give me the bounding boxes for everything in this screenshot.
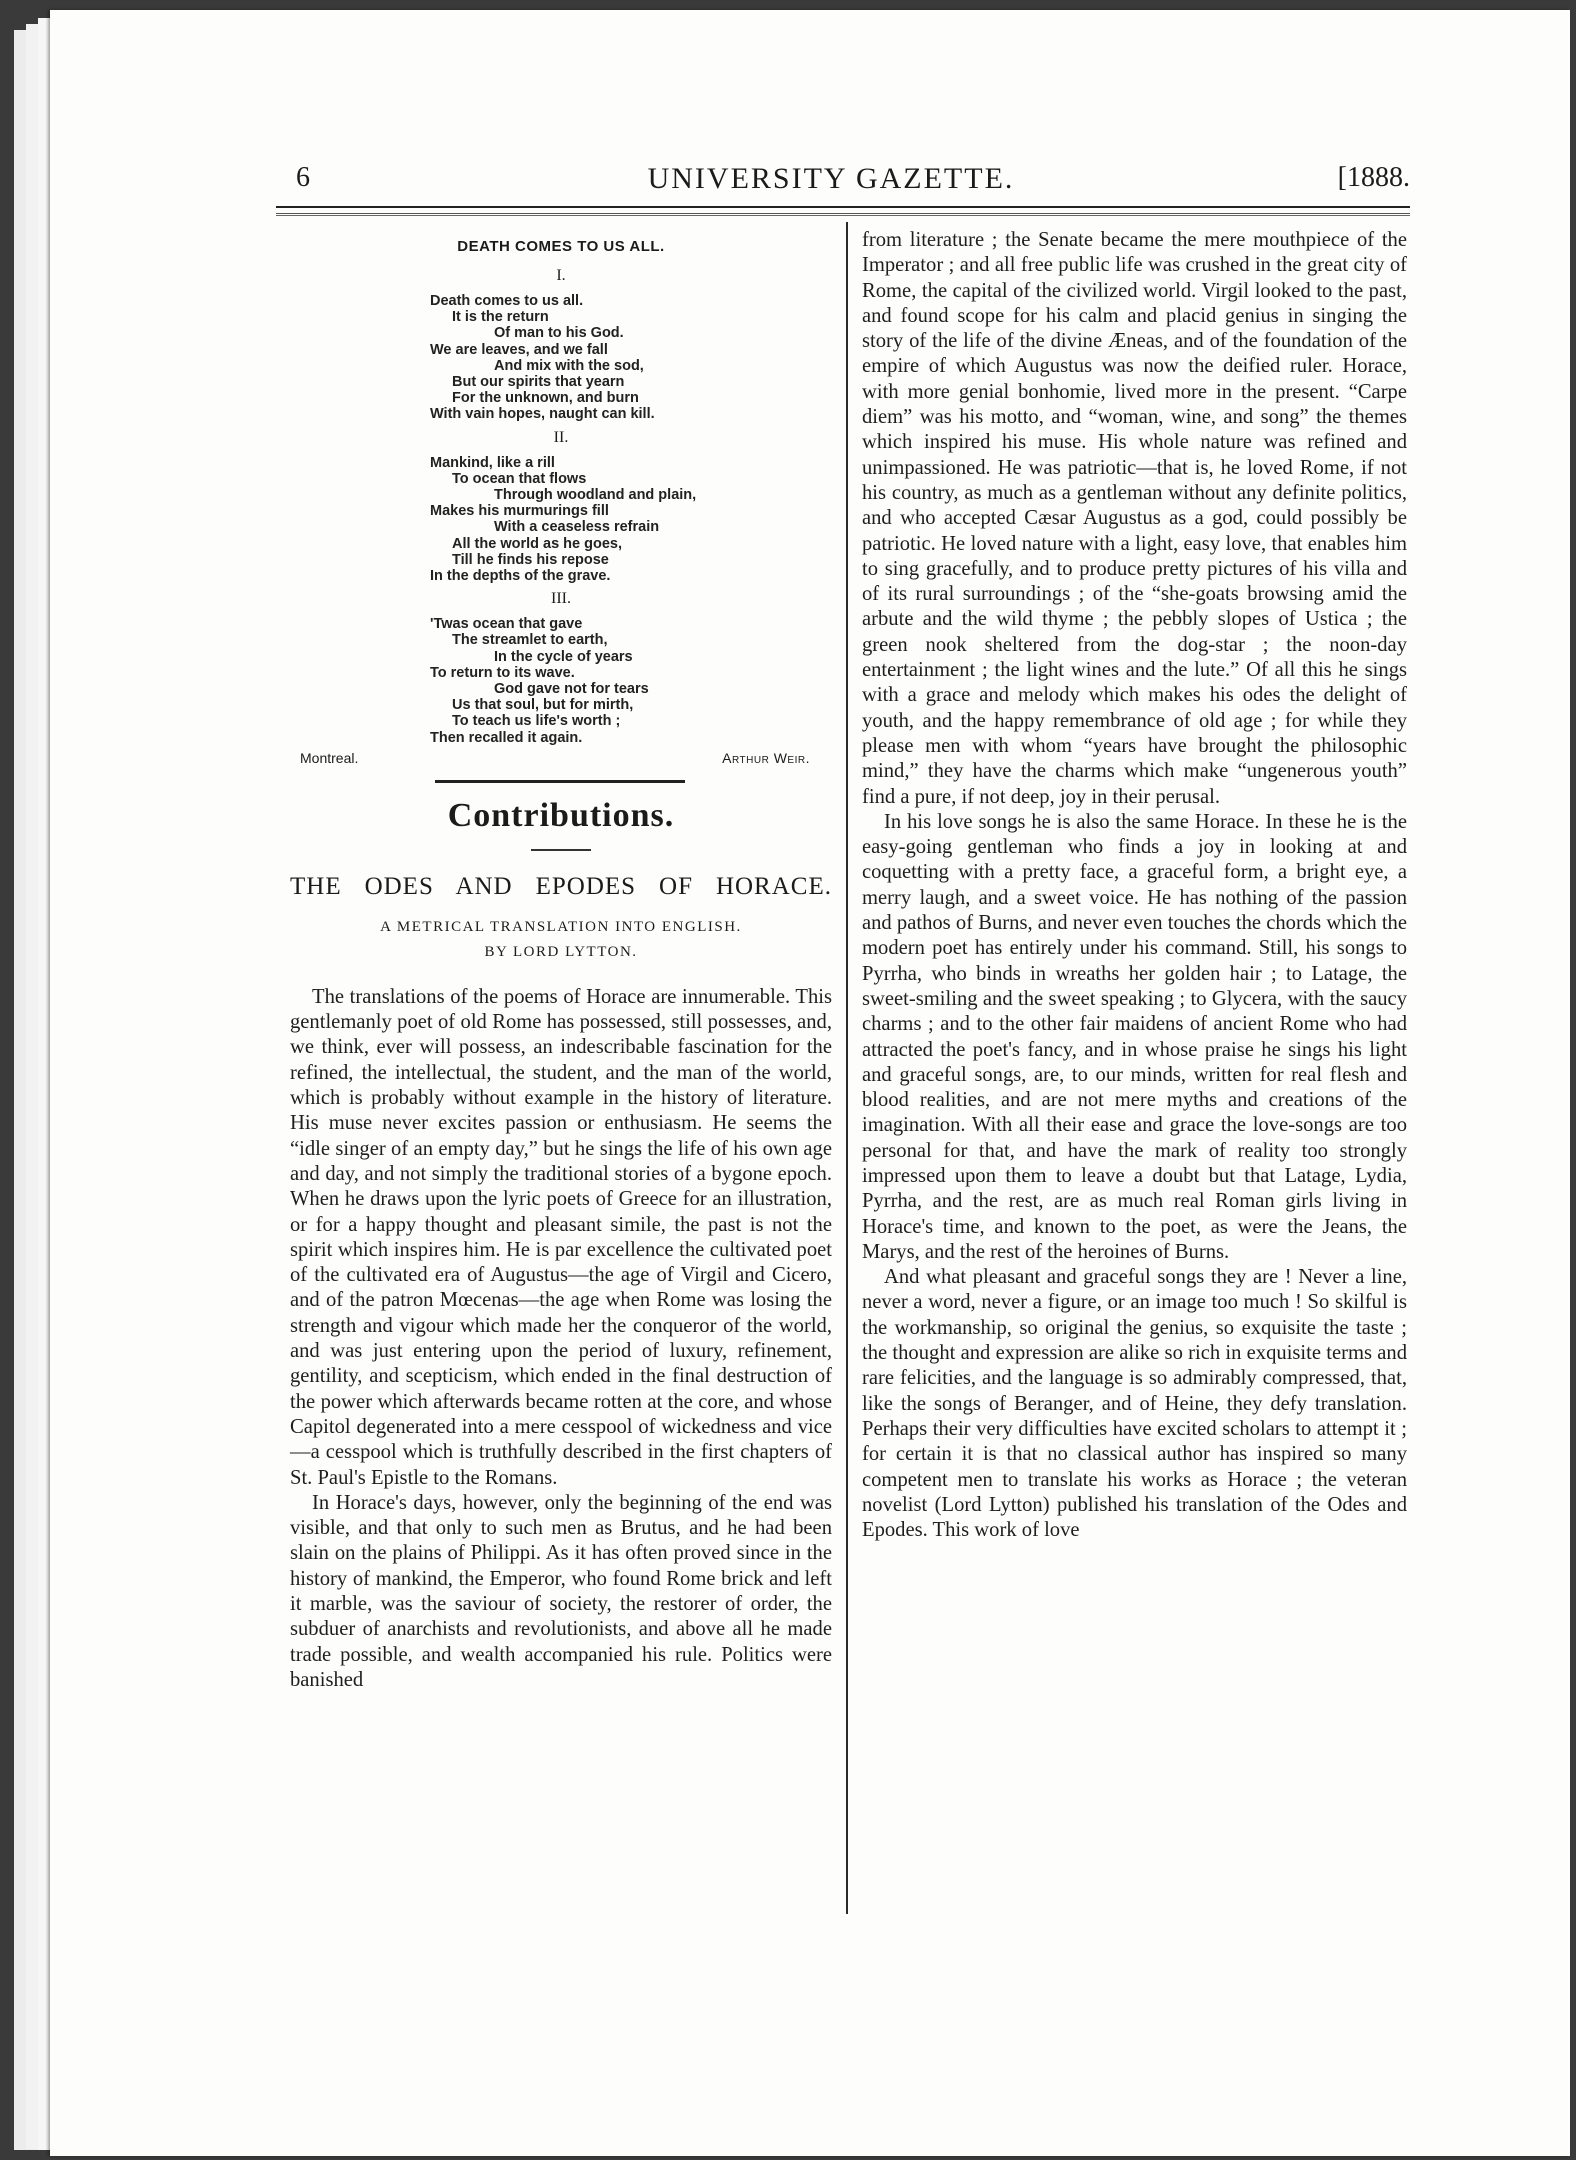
article-title: THE ODES AND EPODES OF HORACE. bbox=[290, 872, 832, 900]
poem-line: In the cycle of years bbox=[494, 648, 633, 665]
poem-line: All the world as he goes, bbox=[452, 535, 623, 552]
page-header bbox=[246, 158, 1416, 202]
poem-line: With a ceaseless refrain bbox=[494, 519, 660, 536]
poem-title: DEATH COMES TO US ALL. bbox=[457, 238, 665, 255]
stanza-numeral: I. bbox=[556, 267, 566, 284]
poem bbox=[290, 238, 832, 772]
poem-line: Us that soul, but for mirth, bbox=[452, 697, 634, 714]
poem-line: Makes his murmurings fill bbox=[430, 503, 609, 520]
poem-line: For the unknown, and burn bbox=[452, 390, 639, 407]
stanza-numeral: III. bbox=[551, 590, 571, 608]
article-body-right bbox=[862, 228, 1407, 1543]
poem-line: With vain hopes, naught can kill. bbox=[430, 406, 655, 423]
left-column bbox=[290, 228, 832, 1693]
poem-line: To teach us life's worth ; bbox=[452, 713, 621, 730]
paragraph: In Horace's days, however, only the beginning of the end was visible, and that only to such men as Brutus, and he had been slain on the plains of Philippi. As it has often proved since in the history of mankind, the Emperor, who found Rome brick and left it marble, was the saviour of society, the restorer of order, the subduer of anarchists and revolutionists, and above all he made trade possible, and wealth accompanied his rule. Politics were banished bbox=[290, 1491, 832, 1691]
poem-line: Mankind, like a rill bbox=[430, 454, 555, 471]
poem-line: To ocean that flows bbox=[452, 470, 587, 487]
article-byline: BY LORD LYTTON. bbox=[484, 943, 638, 960]
poem-place: Montreal. bbox=[300, 749, 359, 766]
poem-line: And mix with the sod, bbox=[494, 357, 644, 374]
article-subtitle: A METRICAL TRANSLATION INTO ENGLISH. bbox=[380, 918, 742, 935]
poem-line: Death comes to us all. bbox=[430, 293, 584, 309]
poem-line: Through woodland and plain, bbox=[494, 487, 697, 504]
poem-line: But our spirits that yearn bbox=[452, 374, 625, 391]
column-separator bbox=[846, 222, 848, 1914]
poem-line: God gave not for tears bbox=[494, 681, 649, 698]
paragraph: from literature ; the Senate became the mere mouthpiece of the Imperator ; and all free public life was crushed in the great city of Rome, the capital of the civilized world. Virgil looked to the past, and found scope for his calm and placid genius in singing the story of the life of the divine Æneas, and of the foundation of the empire of which Augustus was now the deified ruler. Horace, with more genial bonhomie, lived more in the present. “Carpe diem” was his motto, and “woman, wine, and song” the themes which inspired his muse. His whole nature was refined and unimpassioned. He was patriotic—that is, he loved Rome, if not his country, as much as a gentleman without any definite politics, and who accepted Cæsar Augustus as a god, could possibly be patriotic. He loved nature with a light, easy love, that enables him to sing gracefully, and to produce pretty pictures of his villa and of its rural surroundings ; of the “she-goats browsing amid the arbute and the wild thyme ; the pebbly slopes of Ustica ; the green nook sheltered from the dog-star ; the noon-day entertainment ; the light wines and the lute.” Of all this he sings with a grace and melody which makes his odes the delight of youth, and the happy remembrance of old age ; for while they please men with whom “years have brought the philosophic mind,” they have the charms which make “ungenerous youth” find a pure, if not deep, joy in their perusal. bbox=[862, 229, 1407, 808]
poem-line: Till he finds his repose bbox=[452, 551, 609, 568]
right-column bbox=[862, 228, 1407, 1543]
poem-line: To return to its wave. bbox=[430, 664, 575, 681]
poem-line: It is the return bbox=[452, 309, 549, 326]
poem-line: Then recalled it again. bbox=[430, 729, 583, 746]
poem-line: In the depths of the grave. bbox=[430, 568, 611, 585]
heading-rule bbox=[531, 849, 591, 851]
poem-line: We are leaves, and we fall bbox=[430, 341, 608, 358]
poem-signature bbox=[290, 750, 832, 772]
poem-line: The streamlet to earth, bbox=[452, 632, 608, 649]
stanza-numeral: II. bbox=[553, 428, 569, 446]
header-rule-thin bbox=[276, 215, 1410, 216]
header-rule bbox=[276, 206, 1410, 214]
poem-author: Arthur Weir. bbox=[722, 749, 810, 766]
section-divider bbox=[435, 780, 685, 783]
section-heading: Contributions. bbox=[447, 796, 675, 834]
paragraph: The translations of the poems of Horace are innumerable. This gentlemanly poet of old Rome has possessed, still possesses, and, we think, ever will possess, an indescribable fascination for the refined, the intellectual, the student, and the man of the world, which is probably without example in the history of literature. His muse never excites passion or enthusiasm. He seems the “idle singer of an empty day,” but he sings the life of his own age and day, and not simply the traditional stories of a bygone epoch. When he draws upon the lyric poets of Greece for an illustration, or for a happy thought and pleasant simile, the past is not the spirit which inspires him. He is par excellence the cultivated poet of the cultivated era of Augustus—the age of Virgil and Cicero, and of the patron Mœcenas—the age when Rome was losing the strength and vigour which made her the conqueror of the world, and was just entering upon the period of luxury, refinement, gentility, and scepticism, which ended in the final destruction of the power which afterwards became rotten at the core, and whose Capitol degenerated into a mere cesspool of wickedness and vice—a cesspool which is truthfully described in the first chapters of St. Paul's Epistle to the Romans. bbox=[290, 985, 832, 1489]
paragraph: And what pleasant and graceful songs they are ! Never a line, never a word, never a figure, or an image too much ! So skilful is the workmanship, so original the genius, so exquisite the taste ; the thought and expression are alike so rich in exquisite terms and rare felicities, and the language is so admirably compressed, that, like the songs of Beranger, and of Heine, they defy translation. Perhaps their very difficulties have excited scholars to attempt it ; for certain it is that no classical author has inspired so many competent men to translate his works as Horace ; the veteran novelist (Lord Lytton) published his translation of the Odes and Epodes. This work of love bbox=[862, 1266, 1407, 1542]
paragraph: In his love songs he is also the same Horace. In these he is the easy-going gentleman who finds a joy in looking at and coquetting with a pretty face, a graceful form, a bright eye, a merry laugh, and a sweet voice. He has nothing of the passion and pathos of Burns, and never even touches the chords which the modern poet has entirely under his command. Still, his songs to Pyrrha, who binds in wreaths her golden hair ; to Latage, the sweet-smiling and the sweet speaking ; to Glycera, with the saucy charms ; and to the other fair maidens of ancient Rome who had attracted the poet's fancy, and in whose praise he sings his light and graceful songs, are, to our minds, written for real flesh and blood realities, and are not mere myths and creations of the imagination. With all their ease and grace the love-songs are too personal for that, and have the mark of reality too strongly impressed upon them to leave a doubt but that Latage, Lydia, Pyrrha, and the rest, are as much real Roman girls living in Horace's time, and known to the poet, as were the Jeans, the Marys, and the rest of the heroines of Burns. bbox=[862, 810, 1407, 1263]
article-body-left bbox=[290, 985, 832, 1693]
poem-line: Of man to his God. bbox=[494, 325, 624, 342]
page-number: 6 bbox=[296, 162, 310, 193]
masthead-title: UNIVERSITY GAZETTE. bbox=[647, 162, 1015, 195]
issue-year: [1888. bbox=[1337, 162, 1410, 193]
poem-line: 'Twas ocean that gave bbox=[430, 616, 583, 633]
